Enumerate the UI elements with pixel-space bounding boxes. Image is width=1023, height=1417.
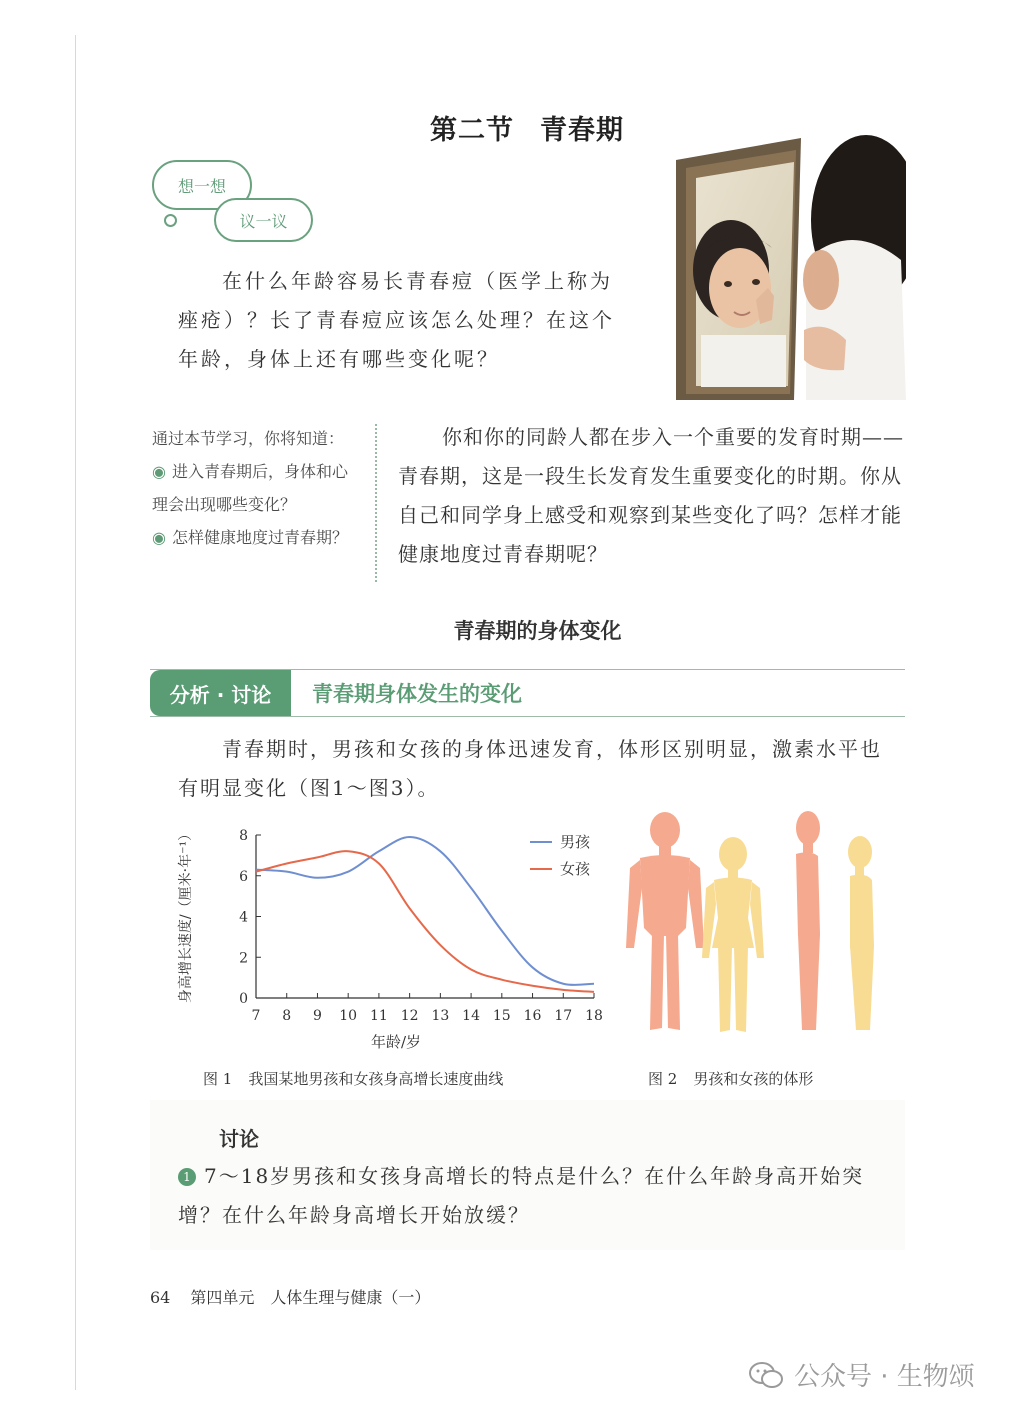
subsection-heading-text: 青春期的身体变化 xyxy=(453,619,622,643)
watermark xyxy=(748,1356,975,1393)
girl-mirror-photo xyxy=(676,110,906,400)
main-paragraph: 你和你的同龄人都在步入一个重要的发育时期——青春期，这是一段生长发育发生重要变化的时期。你从自己和同学身上感受和观察到某些变化了吗？怎样才能健康地度过青春期呢？ xyxy=(398,425,904,566)
legend-label: 女孩 xyxy=(560,860,591,878)
figure-1-caption-text: 我国某地男孩和女孩身高增长速度曲线 xyxy=(248,1070,504,1088)
legend-label: 男孩 xyxy=(560,833,591,851)
think-line-2: 痤疮）？长了青春痘应该怎么处理？在这个 xyxy=(178,308,615,332)
boy-front-figure xyxy=(626,812,704,1030)
think-line-1: 在什么年龄容易长青春痘（医学上称为 xyxy=(222,269,613,293)
activity-text: 青春期时，男孩和女孩的身体迅速发育，体形区别明显，激素水平也有明显变化（图1～图3）。 xyxy=(178,737,882,800)
page-number: 64 xyxy=(150,1288,171,1307)
dotted-divider xyxy=(375,424,377,582)
x-tick-label: 10 xyxy=(339,1008,358,1024)
x-axis-label: 年龄/岁 xyxy=(370,1033,422,1051)
figure-2-caption xyxy=(648,1068,813,1089)
goal-item-2 xyxy=(152,521,362,554)
activity-bottom-rule xyxy=(150,716,905,717)
discussion-heading: 讨论 xyxy=(219,1127,259,1151)
goal-item-1 xyxy=(152,455,362,521)
page-title xyxy=(430,108,624,147)
x-tick-label: 16 xyxy=(523,1008,542,1024)
chart-series xyxy=(256,837,594,992)
bubble-tail-dot xyxy=(164,214,177,227)
activity-tag xyxy=(150,670,291,716)
unit-title: 第四单元 人体生理与健康（一） xyxy=(190,1288,431,1307)
body-shape-figures xyxy=(620,808,890,1043)
y-tick-label: 0 xyxy=(239,991,248,1007)
growth-rate-chart xyxy=(160,815,620,1055)
target-bullet-icon: ◉ xyxy=(152,528,166,547)
y-tick-label: 2 xyxy=(239,950,248,967)
x-tick-label: 18 xyxy=(585,1008,603,1024)
think-question xyxy=(178,262,628,379)
y-ticks xyxy=(239,828,261,1007)
page-margin-line xyxy=(75,35,76,1390)
y-tick-label: 4 xyxy=(239,909,248,926)
x-tick-label: 7 xyxy=(251,1008,261,1024)
question-number-badge: 1 xyxy=(178,1168,196,1186)
learning-goals xyxy=(152,422,362,554)
wechat-icon xyxy=(748,1360,784,1390)
think-line-3: 年龄，身体上还有哪些变化呢？ xyxy=(178,347,500,371)
x-tick-label: 9 xyxy=(312,1008,322,1024)
y-tick-label: 8 xyxy=(239,828,248,844)
section-title: 青春期 xyxy=(540,115,624,146)
goals-intro: 通过本节学习，你将知道： xyxy=(152,429,345,448)
discussion-question-1-text: 7～18岁男孩和女孩身高增长的特点是什么？在什么年龄身高开始突增？在什么年龄身高增长开始放缓？ xyxy=(178,1164,865,1227)
figure-2-number: 图 2 xyxy=(648,1070,678,1088)
figure-1-caption xyxy=(203,1068,503,1089)
x-tick-label: 12 xyxy=(400,1008,419,1024)
x-tick-label: 8 xyxy=(282,1008,292,1024)
think-bubble-label: 想一想 xyxy=(177,176,226,196)
x-tick-label: 15 xyxy=(492,1008,511,1024)
discuss-bubble xyxy=(214,198,313,242)
boy-side-figure xyxy=(796,811,820,1030)
x-tick-label: 11 xyxy=(369,1008,388,1024)
x-tick-label: 13 xyxy=(431,1008,450,1024)
target-bullet-icon: ◉ xyxy=(152,462,166,481)
figure-1-number: 图 1 xyxy=(203,1070,233,1088)
discussion-question-1 xyxy=(178,1157,898,1235)
y-axis-label: 身高增长速度/（厘米·年⁻¹） xyxy=(178,826,194,1004)
activity-title: 青春期身体发生的变化 xyxy=(312,682,522,706)
page-footer xyxy=(150,1285,430,1308)
subsection-heading xyxy=(0,615,1023,645)
series-line-girls xyxy=(256,851,594,992)
x-tick-label: 17 xyxy=(554,1008,573,1024)
chart-legend xyxy=(530,833,591,878)
figure-2-caption-text: 男孩和女孩的体形 xyxy=(693,1070,814,1088)
discuss-bubble-label: 议一议 xyxy=(239,211,288,231)
girl-side-figure xyxy=(848,836,874,1030)
section-number: 第二节 xyxy=(430,115,514,146)
goal-item-1-text: 进入青春期后，身体和心理会出现哪些变化？ xyxy=(152,462,348,514)
y-tick-label: 6 xyxy=(239,868,248,885)
activity-tag-text: 分析 · 讨论 xyxy=(169,682,272,707)
watermark-text: 公众号 · 生物颂 xyxy=(794,1362,975,1392)
goal-item-2-text: 怎样健康地度过青春期？ xyxy=(171,528,348,547)
girl-front-figure xyxy=(702,837,764,1032)
x-tick-label: 14 xyxy=(462,1008,481,1024)
